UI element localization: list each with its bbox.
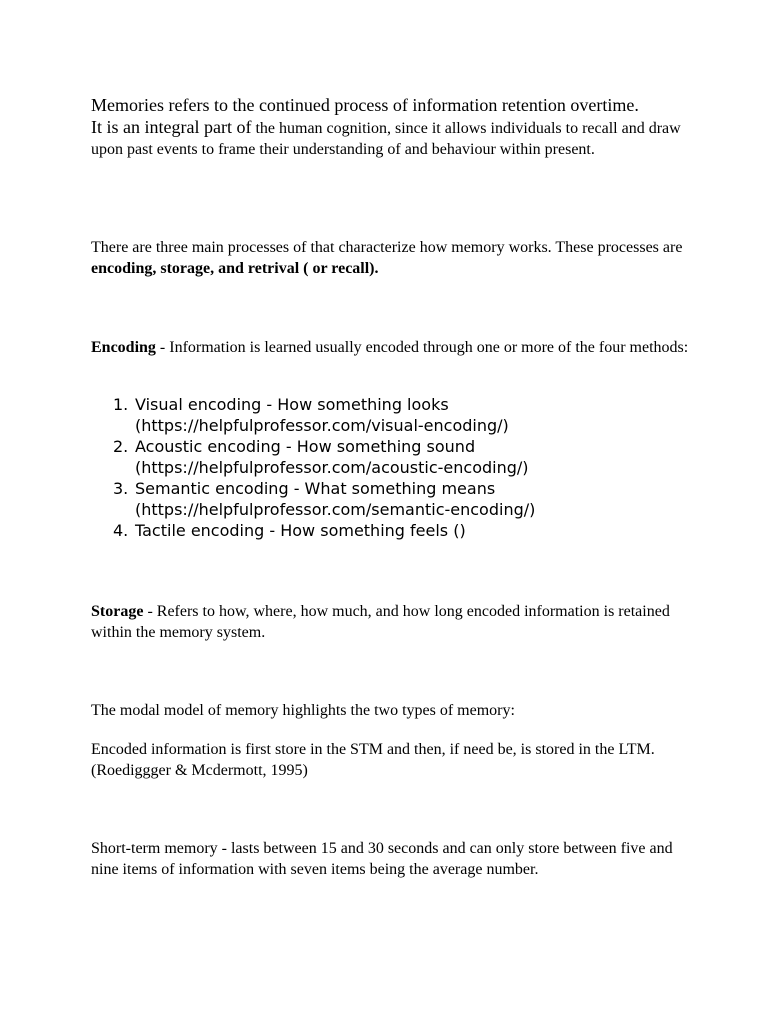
storage-label: Storage [91, 603, 144, 620]
intro-line-1: Memories refers to the continued process of information retention overtime. [91, 95, 639, 115]
list-item [91, 394, 711, 436]
encoding-text: - Information is learned usually encoded through one or more of the four methods: [155, 339, 689, 356]
list-number: 3. [113, 479, 129, 498]
list-number: 1. [113, 395, 129, 414]
intro-rest: and draw upon past events to frame their understanding of and behaviour within present. [91, 120, 681, 158]
list-item-link: (https://helpfulprofessor.com/acoustic-encoding/) [135, 458, 529, 477]
storage-paragraph [91, 601, 691, 643]
list-number: 4. [113, 521, 129, 540]
processes-paragraph [91, 237, 691, 279]
list-item-title: Semantic encoding - What something means [135, 479, 496, 498]
intro-line-2b: the human cognition, since it allows individuals to recall [255, 120, 618, 137]
list-number: 2. [113, 437, 129, 456]
storage-text: - Refers to how, where, how much, and how long encoded information is retained within the memory system. [91, 603, 670, 641]
short-term-paragraph [91, 838, 691, 880]
list-item [91, 436, 711, 478]
intro-line-2a: It is an integral part of [91, 117, 252, 137]
list-item-title: Visual encoding - How something looks [135, 395, 449, 414]
intro-paragraph [91, 95, 691, 160]
encoding-methods-list [91, 394, 711, 541]
short-term-text: Short-term memory - lasts between 15 and 30 seconds and can only store between five and nine items of information with seven items being the average number. [91, 840, 673, 878]
list-item [91, 478, 711, 520]
list-item-link: (https://helpfulprofessor.com/visual-encoding/) [135, 416, 509, 435]
encoding-label: Encoding [91, 339, 156, 356]
list-item-title: Acoustic encoding - How something sound [135, 437, 476, 456]
list-item-link: (https://helpfulprofessor.com/semantic-encoding/) [135, 500, 536, 519]
processes-text: There are three main processes of that characterize how memory works. These processes are [91, 239, 683, 256]
encoding-paragraph [91, 337, 691, 358]
encoded-info-text: Encoded information is first store in the STM and then, if need be, is stored in the LTM. (Roediggger & Mcdermott, 1995) [91, 741, 655, 779]
list-item-title: Tactile encoding - How something feels () [135, 521, 466, 540]
modal-model-paragraph [91, 700, 691, 721]
processes-bold: encoding, storage, and retrival ( or recall). [91, 260, 379, 277]
modal-model-text: The modal model of memory highlights the two types of memory: [91, 702, 515, 719]
list-item [91, 520, 711, 541]
encoded-info-paragraph [91, 739, 691, 781]
